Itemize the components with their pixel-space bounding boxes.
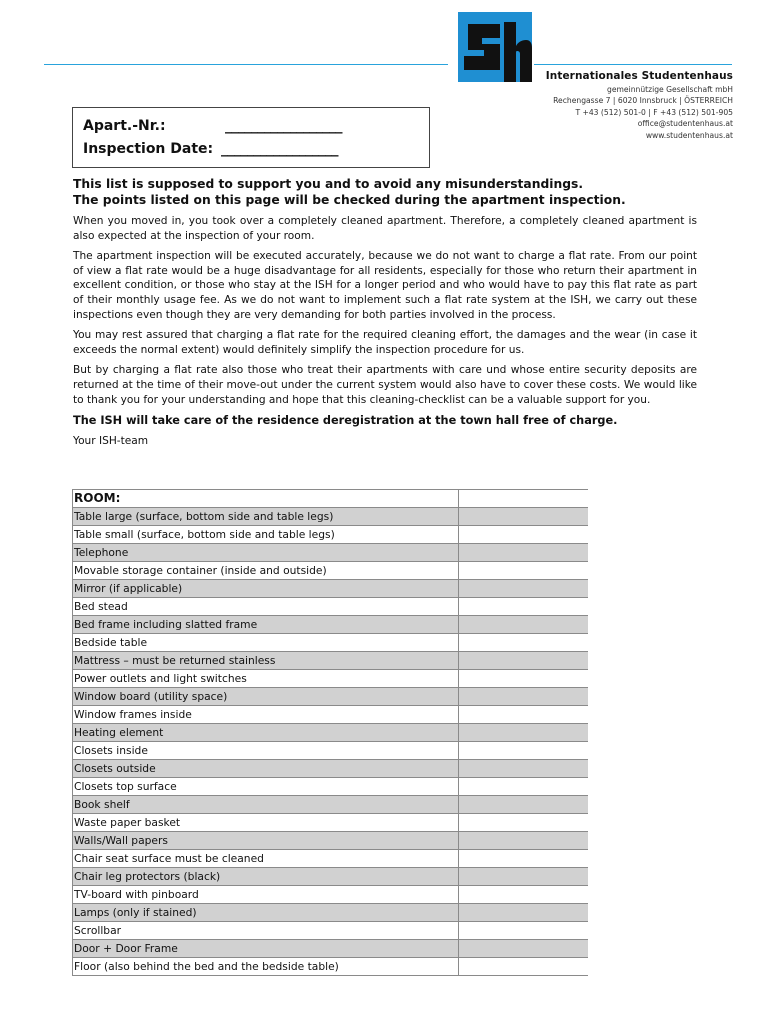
checklist-row	[73, 508, 588, 526]
header-rule-left	[44, 64, 448, 65]
checklist-item-label: Chair seat surface must be cleaned	[73, 850, 459, 868]
paragraph-move-in: When you moved in, you took over a completely cleaned apartment. Therefore, a completely cleaned apartment is also expected at the inspection of your room.	[73, 215, 697, 242]
checklist-item-label: Table small (surface, bottom side and table legs)	[73, 526, 459, 544]
checklist-item-label: Window frames inside	[73, 706, 459, 724]
checklist-check-cell[interactable]	[459, 616, 588, 634]
apartment-form-box	[72, 107, 430, 168]
checklist-check-cell[interactable]	[459, 688, 588, 706]
checklist-row	[73, 598, 588, 616]
checklist-item-label: Window board (utility space)	[73, 688, 459, 706]
checklist-check-cell[interactable]	[459, 760, 588, 778]
checklist-row	[73, 652, 588, 670]
checklist-row	[73, 940, 588, 958]
checklist-check-cell[interactable]	[459, 940, 588, 958]
checklist-item-label: Telephone	[73, 544, 459, 562]
checklist-row	[73, 562, 588, 580]
document-body	[73, 176, 697, 449]
checklist-check-cell[interactable]	[459, 742, 588, 760]
lead-heading-line-1: This list is supposed to support you and to avoid any misunderstandings.	[73, 177, 584, 191]
checklist-check-cell[interactable]	[459, 958, 588, 976]
inspection-date-label: Inspection Date:	[83, 141, 214, 157]
lead-heading-line-2: The points listed on this page will be checked during the apartment inspection.	[73, 193, 626, 207]
checklist-item-label: TV-board with pinboard	[73, 886, 459, 904]
deregistration-note: The ISH will take care of the residence deregistration at the town hall free of charge.	[73, 414, 618, 428]
checklist-item-label: Walls/Wall papers	[73, 832, 459, 850]
checklist-item-label: Floor (also behind the bed and the bedside table)	[73, 958, 459, 976]
organization-name: Internationales Studentenhaus	[545, 70, 733, 82]
checklist-item-label: Bedside table	[73, 634, 459, 652]
inspection-date-field[interactable]: __________________	[221, 141, 338, 157]
checklist-item-label: Book shelf	[73, 796, 459, 814]
checklist-item-label: Closets inside	[73, 742, 459, 760]
organization-address	[546, 70, 733, 141]
checklist-row	[73, 742, 588, 760]
paragraph-deposits: But by charging a flat rate also those who treat their apartments with care und whose entire security deposits are returned at the time of their move-out under the current system would also have to cover these costs. We would like to thank you for your understanding and hope that this cleaning-checklist can be a valuable support for you.	[73, 364, 697, 406]
checklist-row	[73, 706, 588, 724]
organization-website[interactable]: www.studentenhaus.at	[645, 130, 733, 140]
checklist-item-label: Mirror (if applicable)	[73, 580, 459, 598]
checklist-row	[73, 526, 588, 544]
checklist-row	[73, 850, 588, 868]
checklist-check-cell[interactable]	[459, 562, 588, 580]
checklist-item-label: Heating element	[73, 724, 459, 742]
checklist-check-cell[interactable]	[459, 868, 588, 886]
checklist-row	[73, 922, 588, 940]
checklist-item-label: Closets top surface	[73, 778, 459, 796]
header-rule-right	[534, 64, 732, 65]
checklist-check-cell[interactable]	[459, 508, 588, 526]
checklist-row	[73, 544, 588, 562]
checklist-row	[73, 760, 588, 778]
checklist-item-label: Mattress – must be returned stainless	[73, 652, 459, 670]
lead-heading	[73, 176, 697, 208]
paragraph-flat-rate: You may rest assured that charging a flat rate for the required cleaning effort, the damages and the wear (in case it exceeds the normal extent) would definitely simplify the inspection procedure for us.	[73, 329, 697, 356]
signature: Your ISH-team	[73, 435, 149, 448]
checklist-item-label: Scrollbar	[73, 922, 459, 940]
checklist-check-cell[interactable]	[459, 706, 588, 724]
checklist-check-cell[interactable]	[459, 598, 588, 616]
checklist-row	[73, 796, 588, 814]
checklist-item-label: Table large (surface, bottom side and table legs)	[73, 508, 459, 526]
checklist-item-label: Door + Door Frame	[73, 940, 459, 958]
checklist-row	[73, 814, 588, 832]
checklist-check-cell[interactable]	[459, 778, 588, 796]
checklist-row	[73, 634, 588, 652]
checklist-row	[73, 832, 588, 850]
checklist-check-cell[interactable]	[459, 580, 588, 598]
checklist-row	[73, 904, 588, 922]
checklist-row	[73, 688, 588, 706]
checklist-row	[73, 778, 588, 796]
organization-email[interactable]: office@studentenhaus.at	[637, 119, 733, 129]
organization-address-line: Rechengasse 7 | 6020 Innsbruck | ÖSTERREICH	[553, 96, 733, 106]
checklist-check-cell[interactable]	[459, 652, 588, 670]
apartment-number-label: Apart.-Nr.:	[83, 118, 166, 134]
room-checklist	[72, 489, 587, 976]
checklist-check-cell[interactable]	[459, 634, 588, 652]
checklist-check-cell[interactable]	[459, 904, 588, 922]
room-header: ROOM:	[73, 490, 459, 508]
checklist-check-cell[interactable]	[459, 544, 588, 562]
checklist-check-cell[interactable]	[459, 526, 588, 544]
checklist-row	[73, 724, 588, 742]
paragraph-inspection: The apartment inspection will be executed accurately, because we do not want to charge a flat rate. From our point of view a flat rate would be a huge disadvantage for all residents, especially for those who return their apartment in excellent condition, or those who stay at the ISH for a longer period and who would have to pay this flat rate as part of their monthly usage fee. As we do not want to implement such a flat rate system at the ISH, we carry out these inspections even though they are very demanding for both parties involved in the process.	[73, 250, 697, 321]
checklist-check-cell[interactable]	[459, 724, 588, 742]
checklist-check-cell[interactable]	[459, 850, 588, 868]
checklist-item-label: Power outlets and light switches	[73, 670, 459, 688]
apartment-number-field[interactable]: __________________	[225, 118, 342, 134]
checklist-row	[73, 616, 588, 634]
checklist-item-label: Waste paper basket	[73, 814, 459, 832]
checklist-row	[73, 886, 588, 904]
room-header-check-cell	[459, 490, 588, 508]
checklist-item-label: Bed stead	[73, 598, 459, 616]
checklist-item-label: Chair leg protectors (black)	[73, 868, 459, 886]
checklist-item-label: Lamps (only if stained)	[73, 904, 459, 922]
checklist-check-cell[interactable]	[459, 814, 588, 832]
checklist-check-cell[interactable]	[459, 832, 588, 850]
ish-logo-icon	[458, 12, 532, 82]
organization-phone: T +43 (512) 501-0 | F +43 (512) 501-905	[575, 107, 733, 117]
checklist-row	[73, 868, 588, 886]
checklist-row	[73, 580, 588, 598]
checklist-row	[73, 670, 588, 688]
checklist-check-cell[interactable]	[459, 796, 588, 814]
checklist-item-label: Bed frame including slatted frame	[73, 616, 459, 634]
checklist-check-cell[interactable]	[459, 670, 588, 688]
checklist-item-label: Movable storage container (inside and outside)	[73, 562, 459, 580]
checklist-check-cell[interactable]	[459, 886, 588, 904]
checklist-row	[73, 958, 588, 976]
checklist-check-cell[interactable]	[459, 922, 588, 940]
room-checklist-table	[72, 489, 588, 976]
organization-subtitle: gemeinnützige Gesellschaft mbH	[607, 85, 733, 94]
checklist-item-label: Closets outside	[73, 760, 459, 778]
